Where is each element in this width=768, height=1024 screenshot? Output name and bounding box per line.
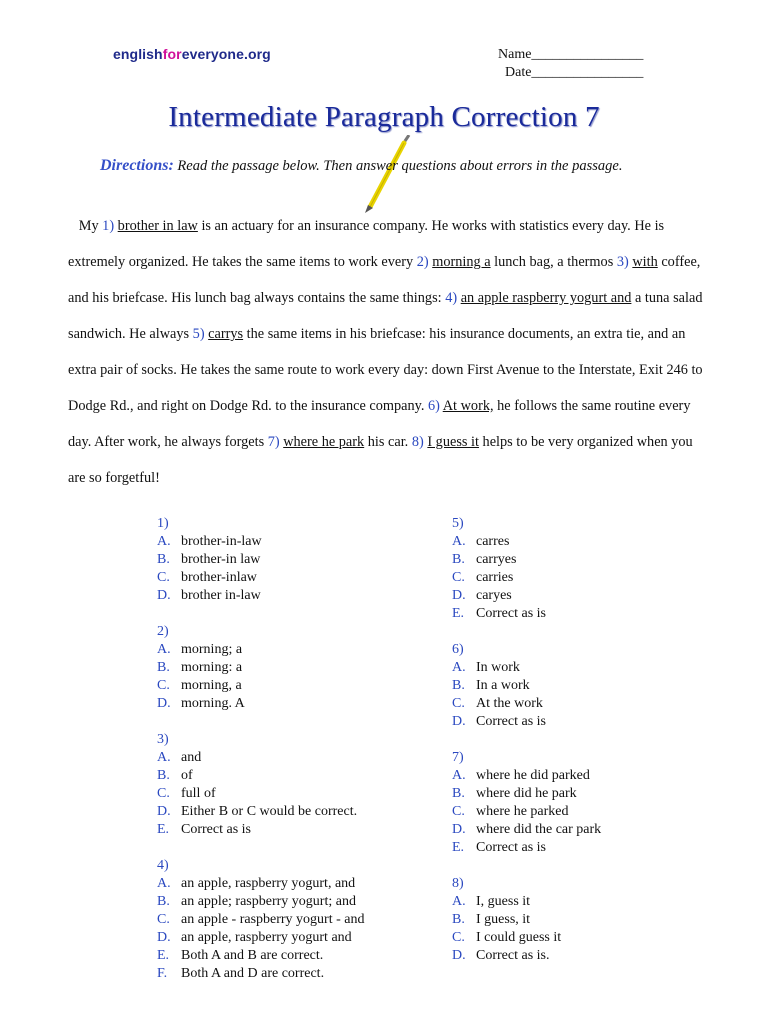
answer-option[interactable] <box>452 839 601 857</box>
answer-option[interactable] <box>452 587 601 605</box>
marker-8: 8) <box>411 434 424 450</box>
name-line: Name________________ <box>498 47 644 62</box>
option-text: caryes <box>476 588 512 603</box>
directions-label: Directions: <box>100 157 174 174</box>
passage-text: his car. <box>364 434 412 450</box>
option-text: Correct as is <box>476 606 546 621</box>
option-letter: A. <box>157 876 171 891</box>
option-letter: F. <box>157 966 168 981</box>
answer-option[interactable] <box>452 947 601 965</box>
answer-option[interactable] <box>452 677 601 695</box>
answer-option[interactable] <box>157 749 364 767</box>
error-7: where he park <box>283 434 365 450</box>
option-text: an apple, raspberry yogurt, and <box>181 876 356 891</box>
option-text: morning; a <box>181 642 243 657</box>
option-letter: C. <box>452 930 465 945</box>
option-letter: B. <box>157 894 170 909</box>
answer-option[interactable] <box>157 659 364 677</box>
option-letter: E. <box>452 606 465 621</box>
marker-3: 3) <box>616 254 629 270</box>
option-letter: B. <box>157 660 170 675</box>
option-text: Both A and D are correct. <box>181 966 325 981</box>
option-text: where he parked <box>476 804 569 819</box>
option-text: an apple - raspberry yogurt - and <box>181 912 365 927</box>
logo-pre: english <box>113 46 163 62</box>
option-letter: C. <box>157 678 170 693</box>
marker-6: 6) <box>428 398 440 414</box>
answer-option[interactable] <box>452 695 601 713</box>
question-number: 4) <box>157 858 169 873</box>
passage-text: coffee, and his briefcase. His lunch bag always contains the same things: <box>68 254 701 306</box>
option-text: where he did parked <box>476 768 590 783</box>
option-letter: A. <box>157 642 171 657</box>
option-letter: D. <box>452 588 466 603</box>
error-6: At work, <box>442 398 494 414</box>
option-text: an apple, raspberry yogurt and <box>181 930 352 945</box>
option-letter: C. <box>157 570 170 585</box>
question-4 <box>157 857 364 983</box>
passage-text: helps to be very organized when you are so forgetful! <box>68 434 693 486</box>
option-text: In work <box>476 660 520 675</box>
site-logo[interactable] <box>113 46 271 62</box>
answer-option[interactable] <box>452 821 601 839</box>
answer-option[interactable] <box>157 569 364 587</box>
question-number: 3) <box>157 732 169 747</box>
option-text: where did the car park <box>476 822 602 837</box>
question-6 <box>452 641 601 731</box>
option-letter: D. <box>157 588 171 603</box>
passage-text: he follows the same routine every day. After work, he always forgets <box>68 398 691 450</box>
answer-option[interactable] <box>157 533 364 551</box>
option-letter: A. <box>452 768 466 783</box>
option-letter: C. <box>452 570 465 585</box>
option-letter: E. <box>157 948 170 963</box>
option-text: brother-inlaw <box>181 570 257 585</box>
question-number: 5) <box>452 516 464 531</box>
answer-option[interactable] <box>452 659 601 677</box>
error-2: morning a <box>432 254 491 270</box>
option-text: Correct as is <box>181 822 251 837</box>
option-letter: C. <box>452 804 465 819</box>
option-text: an apple; raspberry yogurt; and <box>181 894 356 909</box>
page-title: Intermediate Paragraph Correction 7 <box>168 101 600 133</box>
answer-option[interactable] <box>157 911 364 929</box>
option-letter: A. <box>157 534 171 549</box>
answer-option[interactable] <box>452 929 601 947</box>
marker-5: 5) <box>192 326 205 342</box>
option-text: morning: a <box>181 660 243 675</box>
option-text: morning, a <box>181 678 242 693</box>
questions-right-column <box>452 515 601 983</box>
option-letter: B. <box>157 552 170 567</box>
error-3: with <box>632 254 658 270</box>
pencil-icon <box>360 135 412 215</box>
marker-7: 7) <box>267 434 280 450</box>
name-date-box <box>498 46 643 82</box>
option-letter: B. <box>452 552 465 567</box>
option-letter: E. <box>452 840 465 855</box>
option-text: brother in-law <box>181 588 261 603</box>
option-letter: A. <box>157 750 171 765</box>
answer-option[interactable] <box>452 767 601 785</box>
error-5: carrys <box>208 326 244 342</box>
answer-option[interactable] <box>157 695 364 713</box>
option-letter: C. <box>157 912 170 927</box>
error-1: brother in law <box>117 218 198 234</box>
answer-option[interactable] <box>157 677 364 695</box>
question-number: 6) <box>452 642 464 657</box>
answer-option[interactable] <box>157 641 364 659</box>
answer-option[interactable] <box>452 551 601 569</box>
option-letter: D. <box>452 714 466 729</box>
question-7 <box>452 749 601 857</box>
answer-option[interactable] <box>157 821 364 839</box>
error-8: I guess it <box>427 434 479 450</box>
option-letter: E. <box>157 822 170 837</box>
passage <box>68 208 708 496</box>
answer-option[interactable] <box>452 911 601 929</box>
option-letter: A. <box>452 660 466 675</box>
option-text: brother-in law <box>181 552 261 567</box>
option-text: I could guess it <box>476 930 562 945</box>
question-2 <box>157 623 364 713</box>
answer-option[interactable] <box>452 605 601 623</box>
option-letter: B. <box>452 912 465 927</box>
option-letter: D. <box>452 822 466 837</box>
option-text: Correct as is <box>476 714 546 729</box>
option-letter: D. <box>157 696 171 711</box>
option-text: carres <box>476 534 510 549</box>
question-number: 7) <box>452 750 464 765</box>
directions <box>100 157 622 175</box>
marker-4: 4) <box>445 290 458 306</box>
option-text: I, guess it <box>476 894 531 909</box>
option-text: morning. A <box>181 696 245 711</box>
directions-text: Read the passage below. Then answer questions about errors in the passage. <box>173 158 623 174</box>
option-text: and <box>181 750 202 765</box>
question-8 <box>452 875 601 965</box>
passage-text: is an actuary for an insurance company. He works with statistics every day. He is extremely organized. He takes the same items to work every <box>68 218 665 270</box>
option-text: I guess, it <box>476 912 531 927</box>
option-text: Both A and B are correct. <box>181 948 324 963</box>
answer-option[interactable] <box>452 785 601 803</box>
question-1 <box>157 515 364 605</box>
logo-post: everyone.org <box>181 46 271 62</box>
option-letter: C. <box>157 786 170 801</box>
question-3 <box>157 731 364 839</box>
option-letter: B. <box>452 678 465 693</box>
question-5 <box>452 515 601 623</box>
option-text: Either B or C would be correct. <box>181 804 358 819</box>
answer-option[interactable] <box>452 713 601 731</box>
date-line: Date________________ <box>505 65 644 80</box>
answer-option[interactable] <box>452 533 601 551</box>
option-letter: B. <box>157 768 170 783</box>
answer-option[interactable] <box>452 893 601 911</box>
passage-text: a tuna salad sandwich. He always <box>68 290 703 342</box>
option-text: carries <box>476 570 514 585</box>
answer-option[interactable] <box>157 965 364 983</box>
option-text: carryes <box>476 552 517 567</box>
option-text: brother-in-law <box>181 534 262 549</box>
logo-for: for <box>162 46 182 62</box>
passage-text: lunch bag, a thermos <box>490 254 617 270</box>
option-text: In a work <box>476 678 530 693</box>
option-text: Correct as is. <box>476 948 550 963</box>
option-text: At the work <box>476 696 543 711</box>
passage-text: the same items in his briefcase: his insurance documents, an extra tie, and an extra pair of socks. He takes the same route to work every day: down First Avenue to the Interstate, Exit 246 to Dodge Rd., and right on Dodge Rd. to the insurance company. <box>68 326 703 414</box>
answer-option[interactable] <box>157 893 364 911</box>
answer-option[interactable] <box>157 803 364 821</box>
questions-left-column <box>157 515 364 1001</box>
answer-option[interactable] <box>157 875 364 893</box>
option-letter: C. <box>452 696 465 711</box>
option-letter: B. <box>452 786 465 801</box>
question-number: 1) <box>157 516 169 531</box>
answer-option[interactable] <box>452 569 601 587</box>
marker-1: 1) <box>102 218 115 234</box>
option-text: where did he park <box>476 786 577 801</box>
answer-option[interactable] <box>157 929 364 947</box>
answer-option[interactable] <box>157 785 364 803</box>
question-number: 2) <box>157 624 169 639</box>
answer-option[interactable] <box>157 551 364 569</box>
passage-text: My <box>78 218 103 234</box>
answer-option[interactable] <box>157 767 364 785</box>
option-letter: A. <box>452 534 466 549</box>
option-letter: A. <box>452 894 466 909</box>
question-number: 8) <box>452 876 464 891</box>
marker-2: 2) <box>416 254 429 270</box>
option-letter: D. <box>157 930 171 945</box>
error-4: an apple raspberry yogurt and <box>460 290 632 306</box>
answer-option[interactable] <box>157 587 364 605</box>
option-letter: D. <box>452 948 466 963</box>
answer-option[interactable] <box>157 947 364 965</box>
option-letter: D. <box>157 804 171 819</box>
option-text: Correct as is <box>476 840 546 855</box>
answer-option[interactable] <box>452 803 601 821</box>
option-text: of <box>181 768 193 783</box>
option-text: full of <box>181 786 216 801</box>
